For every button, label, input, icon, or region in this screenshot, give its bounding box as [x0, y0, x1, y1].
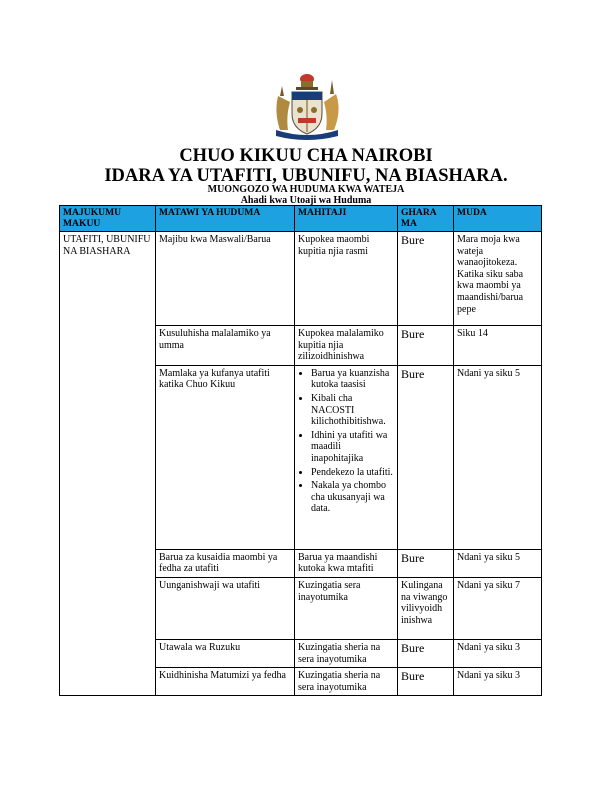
requirement-cell: Kupokea maombi kupitia njia rasmi	[295, 232, 398, 326]
service-cell: Kuidhinisha Matumizi ya fedha	[156, 668, 295, 696]
cost-cell: Bure	[398, 326, 454, 366]
requirement-cell: Kuzingatia sheria na sera inayotumika	[295, 639, 398, 667]
duration-cell: Ndani ya siku 3	[454, 668, 542, 696]
column-header-requirements: MAHITAJI	[295, 206, 398, 232]
requirements-list	[298, 368, 394, 515]
service-cell: Utawala wa Ruzuku	[156, 639, 295, 667]
main-function-cell: UTAFITI, UBUNIFU NA BIASHARA	[60, 232, 156, 696]
list-item: • Barua ya kuanzisha kutoka taasisi	[311, 368, 394, 391]
requirement-cell: Kuzingatia sera inayotumika	[295, 577, 398, 639]
cost-cell: Bure	[398, 639, 454, 667]
list-item: • Idhini ya utafiti wa maadili inapohitajika	[311, 430, 394, 465]
requirement-cell: Kupokea malalamiko kupitia njia zilizoidhinishwa	[295, 326, 398, 366]
duration-cell: Mara moja kwa wateja wanaojitokeza. Katika siku saba kwa maombi ya maandishi/barua pepe	[454, 232, 542, 326]
duration-cell: Ndani ya siku 5	[454, 549, 542, 577]
duration-cell: Ndani ya siku 7	[454, 577, 542, 639]
table-header-row	[60, 206, 542, 232]
requirement-cell	[295, 365, 398, 549]
document-tagline: Ahadi kwa Utoaji wa Huduma	[240, 195, 372, 206]
cost-cell: Bure	[398, 668, 454, 696]
cost-cell: Bure	[398, 549, 454, 577]
duration-cell: Ndani ya siku 3	[454, 639, 542, 667]
column-header-cost: GHARA MA	[398, 206, 454, 232]
list-item: • Kibali cha NACOSTI kilichothibitishwa.	[311, 393, 394, 428]
service-cell: Barua za kusaidia maombi ya fedha za utafiti	[156, 549, 295, 577]
column-header-duration: MUDA	[454, 206, 542, 232]
service-charter-table	[59, 205, 542, 696]
table-row	[60, 232, 542, 326]
duration-cell: Siku 14	[454, 326, 542, 366]
cost-cell: Bure	[398, 365, 454, 549]
document-subtitle: MUONGOZO WA HUDUMA KWA WATEJA	[207, 184, 405, 195]
cost-cell: Bure	[398, 232, 454, 326]
service-cell: Mamlaka ya kufanya utafiti katika Chuo Kikuu	[156, 365, 295, 549]
service-cell: Kusuluhisha malalamiko ya umma	[156, 326, 295, 366]
column-header-main-functions: MAJUKUMU MAKUU	[60, 206, 156, 232]
requirement-cell: Barua ya maandishi kutoka kwa mtafiti	[295, 549, 398, 577]
university-name: CHUO KIKUU CHA NAIROBI	[179, 146, 433, 166]
duration-cell: Ndani ya siku 5	[454, 365, 542, 549]
university-crest-logo	[268, 72, 346, 140]
service-cell: Majibu kwa Maswali/Barua	[156, 232, 295, 326]
service-cell: Uunganishwaji wa utafiti	[156, 577, 295, 639]
department-name: IDARA YA UTAFITI, UBUNIFU, NA BIASHARA.	[104, 166, 508, 186]
column-header-service-branches: MATAWI YA HUDUMA	[156, 206, 295, 232]
list-item: • Pendekezo la utafiti.	[311, 467, 394, 479]
cost-cell: Kulingana na viwango vilivyoidh inishwa	[398, 577, 454, 639]
list-item: • Nakala ya chombo cha ukusanyaji wa data.	[311, 480, 394, 515]
requirement-cell: Kuzingatia sheria na sera inayotumika	[295, 668, 398, 696]
